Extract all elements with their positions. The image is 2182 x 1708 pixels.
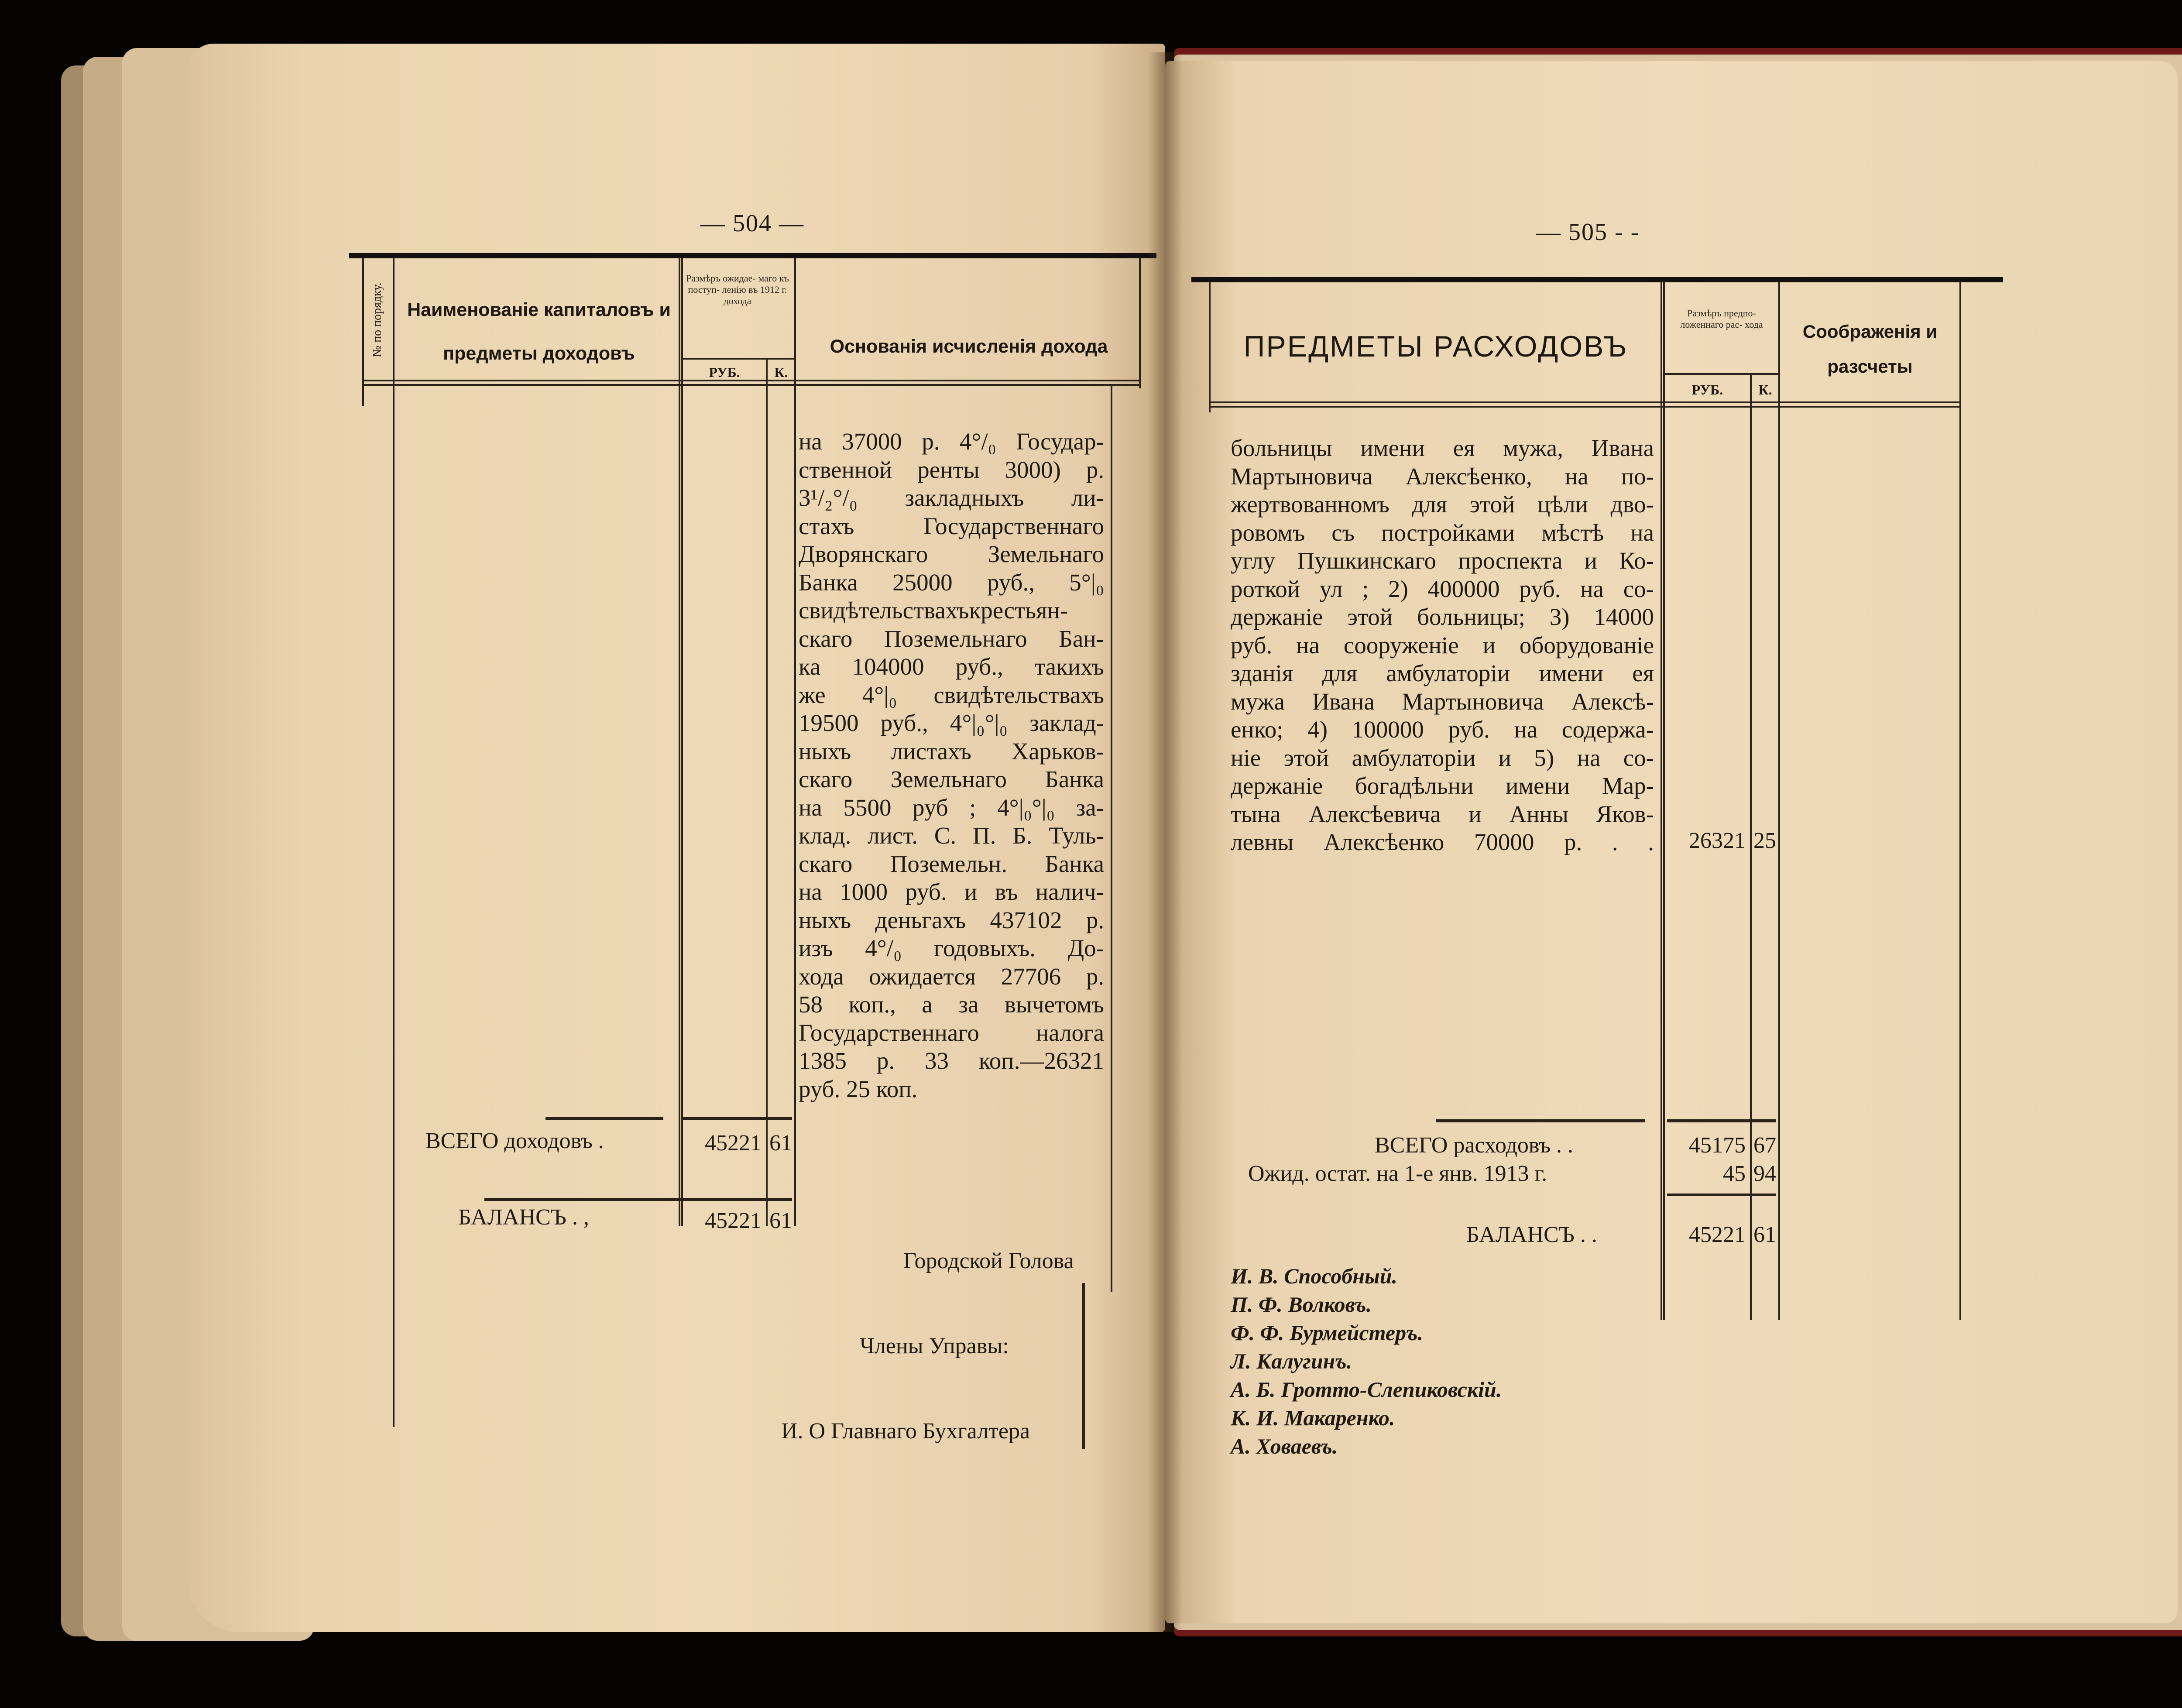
text-line: енко; 4) 100000 руб. на содержа-: [1231, 716, 1654, 743]
balance-label: БАЛАНСЪ . .: [1466, 1222, 1597, 1247]
balance-rule: [1667, 1194, 1776, 1196]
col-line: [766, 358, 768, 1226]
expense-item-text: [1231, 434, 1654, 857]
item-amount-kop: 25: [1753, 828, 1776, 853]
text-line: держаніе богадѣльни имени Мар-: [1231, 772, 1654, 799]
col-line: [362, 257, 364, 406]
text-line: жертвованномъ для этой цѣли дво-: [1231, 491, 1654, 518]
total-rule: [1667, 1119, 1776, 1122]
text-line: руб. на сооруженіе и оборудованіе: [1231, 631, 1654, 659]
basis-header: Основанія исчисленія дохода: [830, 336, 1108, 357]
text-line: левны Алексѣенко 70000 р. . .: [1231, 829, 1654, 855]
accountant-label: И. О Главнаго Бухгалтера: [781, 1419, 1030, 1444]
text-line: больницы имени ея мужа, Ивана: [1231, 435, 1654, 461]
income-basis-text: [799, 428, 1104, 1103]
order-no-header: № по порядку.: [371, 282, 384, 357]
balance-label: БАЛАНСЪ . ,: [458, 1205, 589, 1230]
total-rule: [1436, 1119, 1645, 1122]
balance-rub: 45221: [1689, 1222, 1746, 1247]
text-line: ніе этой амбулаторіи и 5) на со-: [1231, 744, 1654, 771]
col-line: [1209, 281, 1211, 412]
col-line: [679, 257, 680, 1226]
remainder-kop: 94: [1753, 1161, 1776, 1186]
text-line: ственной ренты 3000) р.: [799, 456, 1104, 483]
rub-header: РУБ.: [709, 364, 740, 380]
total-income-kop: 61: [769, 1131, 792, 1156]
balance-kop: 61: [769, 1208, 792, 1233]
text-line: Дворянскаго Земельнаго: [799, 541, 1104, 567]
kop-header: К.: [1758, 382, 1772, 398]
col-line: [393, 257, 395, 1427]
page-number: — 505 - -: [1536, 219, 1640, 246]
text-line: скаго Поземельнаго Бан-: [799, 625, 1104, 652]
balance-rule: [484, 1198, 663, 1201]
signature-line: А. Ховаевъ.: [1231, 1434, 1338, 1458]
text-line: 3¹/₂°/₀ закладныхъ ли-: [799, 484, 1104, 511]
members-label: Члены Управы:: [860, 1334, 1009, 1358]
header-bottom-rule-2: [1209, 406, 1959, 408]
text-line: 1385 р. 33 коп.—26321: [799, 1047, 1104, 1074]
text-line: скаго Земельнаго Банка: [799, 766, 1104, 792]
text-line: же 4°|₀ свидѣтельствахъ: [799, 681, 1104, 708]
signature-line: А. Б. Гротто-Слепиковскій.: [1231, 1377, 1502, 1402]
left-page: [188, 44, 1165, 1632]
col-line: [1959, 281, 1961, 1320]
col-line: [794, 257, 796, 1226]
text-line: клад. лист. С. П. Б. Туль-: [799, 822, 1104, 849]
item-amount-rub: 26321: [1689, 828, 1746, 853]
text-line: ровомъ съ постройками мѣстѣ на: [1231, 519, 1654, 546]
balance-rub: 45221: [705, 1208, 762, 1233]
col-line: [1750, 373, 1752, 1320]
text-line: ныхъ листахъ Харьков-: [799, 737, 1104, 765]
text-line: на 37000 р. 4°/₀ Государ-: [799, 428, 1104, 455]
right-page: [1165, 61, 2178, 1623]
mayor-label: Городской Голова: [903, 1248, 1074, 1273]
kop-header: К.: [774, 364, 788, 380]
signature-line: П. Ф. Волковъ.: [1231, 1292, 1372, 1317]
total-expense-rub: 45175: [1689, 1133, 1746, 1158]
rub-header: РУБ.: [1691, 382, 1723, 398]
expense-items-header: ПРЕДМЕТЫ РАСХОДОВЪ: [1243, 330, 1628, 363]
total-income-rub: 45221: [705, 1131, 762, 1156]
text-line: стахъ Государственнаго: [799, 512, 1104, 539]
remainder-rub: 45: [1723, 1161, 1746, 1186]
signature-line: К. И. Макаренко.: [1231, 1406, 1395, 1430]
text-line: углу Пушкинскаго проспекта и Ко-: [1231, 547, 1654, 574]
col-line: [681, 257, 683, 1226]
text-line: Мартыновича Алексѣенко, на по-: [1231, 463, 1654, 490]
signature-line: Ф. Ф. Бурмейстеръ.: [1231, 1320, 1423, 1345]
table-top-rule: [1191, 277, 2003, 282]
col-line: [1661, 281, 1662, 1320]
subheader-rule: [681, 358, 794, 360]
text-line: 19500 руб., 4°|₀°|₀ заклад-: [799, 710, 1104, 736]
text-line: на 5500 руб ; 4°|₀°|₀ за-: [799, 794, 1104, 821]
name-header: Наименованіе капиталовъ и предметы доходовъ: [407, 299, 671, 364]
col-line: [1778, 281, 1780, 1320]
text-line: скаго Поземельн. Банка: [799, 850, 1104, 877]
text-line: изъ 4°/₀ годовыхъ. До-: [799, 935, 1104, 961]
col-line: [1139, 257, 1141, 388]
col-line: [1111, 384, 1112, 1292]
text-line: 58 коп., а за вычетомъ: [799, 991, 1104, 1018]
header-bottom-rule-2: [362, 384, 1139, 386]
text-line: зданія для амбулаторіи имени ея: [1231, 660, 1654, 686]
signature-line: Л. Калугинъ.: [1231, 1349, 1352, 1373]
text-line: держаніе этой больницы; 3) 14000: [1231, 604, 1654, 630]
proposed-expense-header: Размѣръ предпо- ложеннаго рас- хода: [1680, 308, 1763, 330]
remainder-label: Ожид. остат. на 1-е янв. 1913 г.: [1248, 1161, 1547, 1186]
total-income-label: ВСЕГО доходовъ .: [425, 1128, 604, 1153]
page-number: — 504 —: [700, 210, 804, 237]
subheader-rule: [1663, 373, 1778, 375]
text-line: хода ожидается 27706 р.: [799, 963, 1104, 990]
members-brace: [1082, 1283, 1085, 1449]
text-line: ныхъ деньгахъ 437102 р.: [799, 906, 1104, 933]
balance-rule: [661, 1198, 792, 1201]
notes-header: Соображенія и разсчеты: [1802, 321, 1938, 377]
table-top-rule: [349, 253, 1156, 258]
text-line: мужа Ивана Мартыновича Алексѣ-: [1231, 688, 1654, 715]
total-rule: [683, 1117, 792, 1120]
expected-income-header: Размѣръ ожидае- маго къ поступ- ленію въ 1912 г. дохода: [686, 273, 789, 306]
balance-kop: 61: [1753, 1222, 1776, 1247]
text-line: Банка 25000 руб., 5°|₀: [799, 569, 1104, 596]
total-expense-label: ВСЕГО расходовъ . .: [1375, 1133, 1574, 1158]
book-gutter: [1148, 52, 1183, 1632]
text-line: ка 104000 руб., такихъ: [799, 653, 1104, 680]
text-line: тына Алексѣевича и Анны Яков-: [1231, 800, 1654, 827]
text-line: Государственнаго налога: [799, 1019, 1104, 1046]
header-bottom-rule: [1209, 401, 1959, 403]
text-line: руб. 25 коп.: [799, 1075, 918, 1102]
text-line: на 1000 руб. и въ налич-: [799, 878, 1104, 905]
text-line: роткой ул ; 2) 400000 руб. на со-: [1231, 575, 1654, 602]
signature-line: И. В. Способный.: [1231, 1264, 1398, 1288]
text-line: свидѣтельствахъкрестьян-: [799, 597, 1068, 624]
total-expense-kop: 67: [1753, 1133, 1776, 1158]
total-rule: [546, 1117, 663, 1120]
